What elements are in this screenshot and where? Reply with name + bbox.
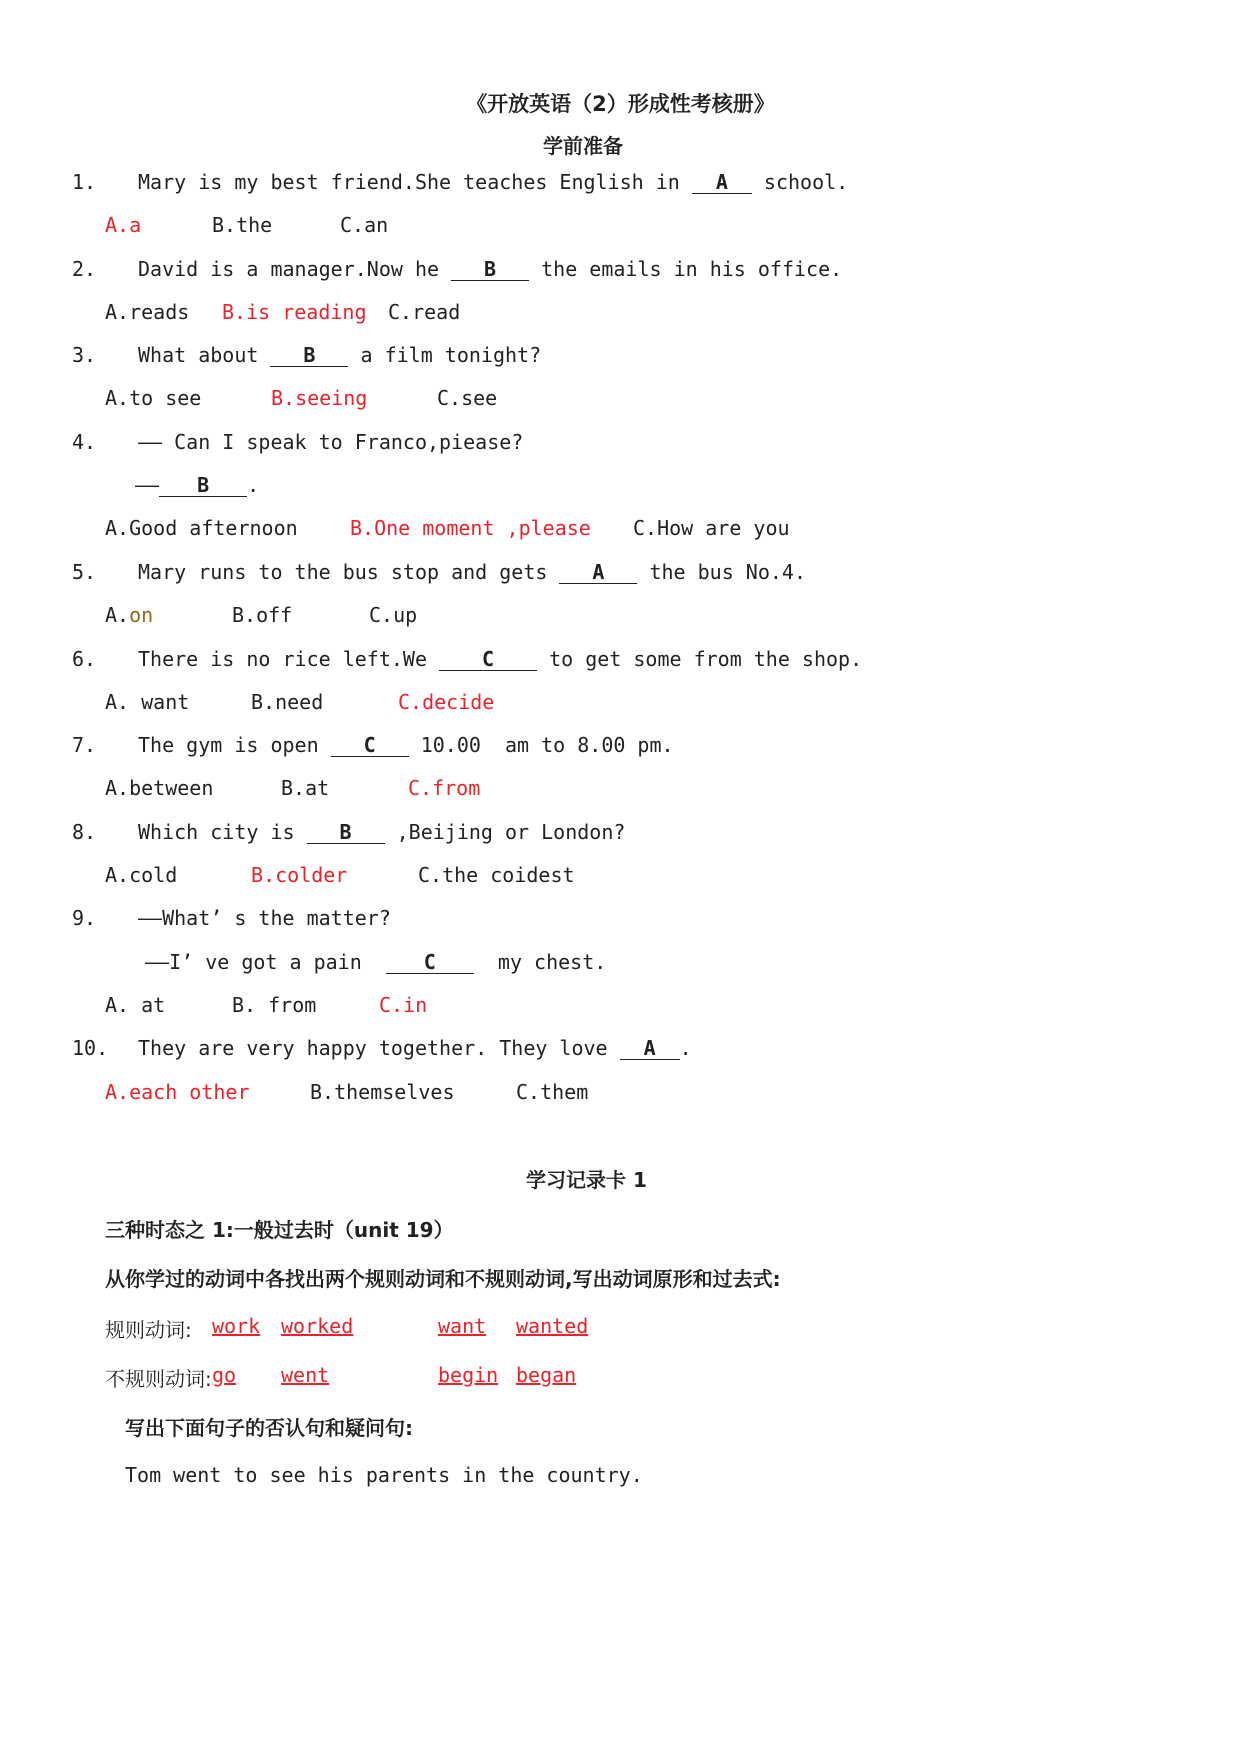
option-c: C.in [379, 993, 428, 1017]
rewrite-heading: 写出下面句子的否认句和疑问句: [125, 1416, 413, 1440]
question-stem: David is a manager.Now he B the emails in his office. [138, 257, 843, 281]
answer-blank: B [307, 821, 385, 844]
verb-word: began [516, 1363, 577, 1387]
answer-blank: A [620, 1037, 680, 1060]
question-stem: Mary is my best friend.She teaches English in A school. [138, 170, 849, 194]
option-b: B.colder [251, 863, 348, 887]
question-stem-line2: ——I’ ve got a pain C my chest. [145, 950, 607, 974]
option-c: C.see [437, 386, 498, 410]
question-stem: They are very happy together. They love A . [138, 1036, 692, 1060]
answer-blank: C [386, 951, 474, 974]
option-a: A.to see [105, 386, 202, 410]
question-stem: What about B a film tonight? [138, 343, 542, 367]
option-c: C.them [516, 1080, 589, 1104]
option-a: A.between [105, 776, 214, 800]
section-title-study-card: 学习记录卡 1 [526, 1168, 647, 1192]
question-number: 9. [72, 906, 97, 930]
option-b: B.the [212, 213, 273, 237]
option-b: B.seeing [271, 386, 368, 410]
question-number: 1. [72, 170, 97, 194]
document-title: 《开放英语（2）形成性考核册》 [466, 92, 775, 116]
question-number: 7. [72, 733, 97, 757]
question-stem: Mary runs to the bus stop and gets A the bus No.4. [138, 560, 807, 584]
option-b: B.off [232, 603, 293, 627]
answer-blank: C [439, 648, 537, 671]
answer-blank: B [159, 474, 247, 497]
option-a: A.a [105, 213, 142, 237]
question-number: 8. [72, 820, 97, 844]
question-number: 6. [72, 647, 97, 671]
question-number: 4. [72, 430, 97, 454]
tense-heading: 三种时态之 1:一般过去时（unit 19） [105, 1218, 454, 1242]
option-a: A. at [105, 993, 166, 1017]
option-b: B.need [251, 690, 324, 714]
question-stem: —— Can I speak to Franco,piease? [138, 430, 524, 454]
option-a: A.cold [105, 863, 178, 887]
option-b: B. from [232, 993, 317, 1017]
option-a: A.on [105, 603, 154, 627]
option-a: A.each other [105, 1080, 250, 1104]
option-a: A.reads [105, 300, 190, 324]
answer-blank: A [559, 561, 637, 584]
option-c: C.decide [398, 690, 495, 714]
verb-word: worked [281, 1314, 354, 1338]
question-stem: Which city is B ,Beijing or London? [138, 820, 626, 844]
answer-blank: B [451, 258, 529, 281]
task-heading: 从你学过的动词中各找出两个规则动词和不规则动词,写出动词原形和过去式: [105, 1267, 781, 1291]
section-title-preparation: 学前准备 [543, 134, 623, 158]
answer-blank: A [692, 171, 752, 194]
irregular-verbs-label: 不规则动词: [105, 1367, 212, 1391]
option-a: A. want [105, 690, 190, 714]
question-number: 10. [72, 1036, 109, 1060]
verb-word: begin [438, 1363, 499, 1387]
question-stem: The gym is open C 10.00 am to 8.00 pm. [138, 733, 674, 757]
option-c: C.from [408, 776, 481, 800]
question-stem-line2: —— B . [135, 473, 260, 497]
verb-word: want [438, 1314, 487, 1338]
question-number: 2. [72, 257, 97, 281]
option-b: B.themselves [310, 1080, 455, 1104]
option-a: A.Good afternoon [105, 516, 298, 540]
option-c: C.read [388, 300, 461, 324]
option-c: C.How are you [633, 516, 790, 540]
verb-word: wanted [516, 1314, 589, 1338]
option-b: B.is reading [222, 300, 367, 324]
option-b: B.at [281, 776, 330, 800]
option-c: C.up [369, 603, 418, 627]
question-number: 3. [72, 343, 97, 367]
regular-verbs-label: 规则动词: [105, 1318, 192, 1342]
question-stem: ——What’ s the matter? [138, 906, 391, 930]
option-c: C.an [340, 213, 389, 237]
example-sentence: Tom went to see his parents in the country. [125, 1463, 643, 1487]
option-b: B.One moment ,please [350, 516, 591, 540]
option-c: C.the coidest [418, 863, 575, 887]
verb-word: went [281, 1363, 330, 1387]
answer-blank: C [331, 734, 409, 757]
verb-word: go [212, 1363, 237, 1387]
question-stem: There is no rice left.We C to get some from the shop. [138, 647, 863, 671]
verb-word: work [212, 1314, 261, 1338]
answer-blank: B [270, 344, 348, 367]
question-number: 5. [72, 560, 97, 584]
